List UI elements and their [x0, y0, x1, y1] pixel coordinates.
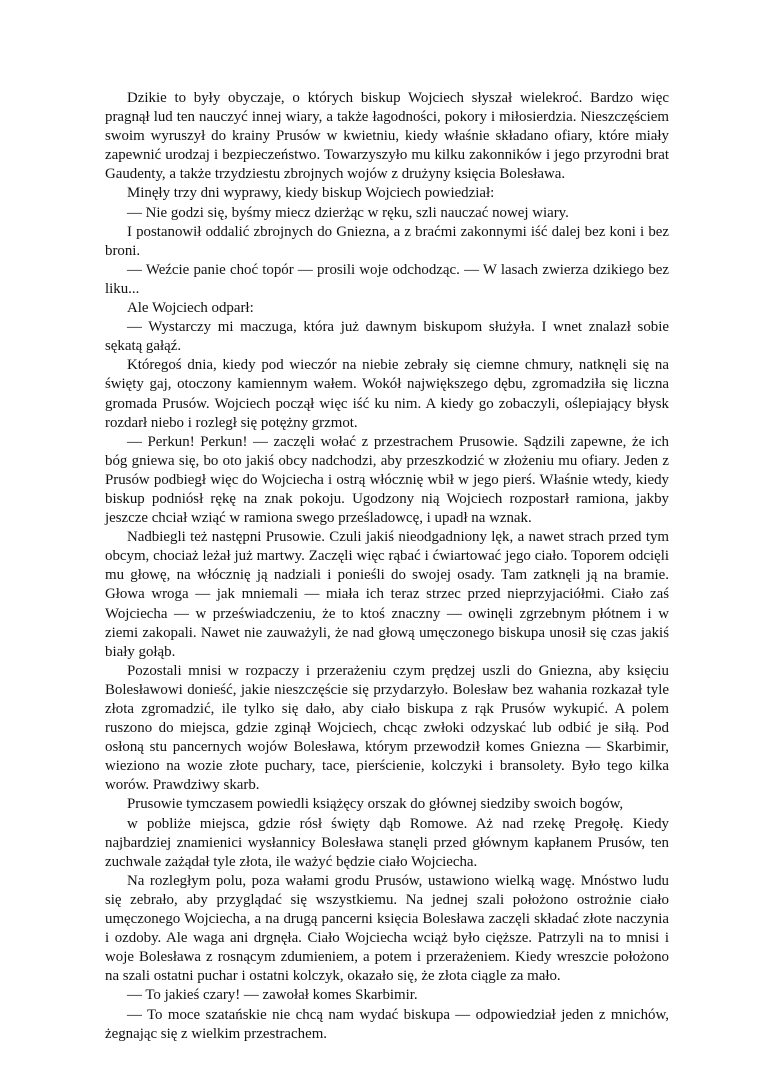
document-body	[105, 89, 669, 1044]
paragraph: Na rozległym polu, poza wałami grodu Prusów, ustawiono wielką wagę. Mnóstwo ludu się zebrało, aby przyglądać się wszystkiemu. Na jednej szali położono ostrożnie ciało umęczonego Wojciecha, a na drugą pancerni księcia Bolesława zaczęli składać złote naczynia i ozdoby. Ale waga ani drgnęła. Ciało Wojciecha wciąż było cięższe. Patrzyli na to mnisi i woje Bolesława z rosnącym zdumieniem, a potem i przerażeniem. Kiedy wreszcie położono na szali ostatni puchar i ostatni kolczyk, okazało się, że złota ciągle za mało.	[105, 872, 669, 985]
paragraph: Minęły trzy dni wyprawy, kiedy biskup Wojciech powiedział:	[127, 185, 495, 202]
paragraph: Któregoś dnia, kiedy pod wieczór na niebie zebrały się ciemne chmury, natknęli się na święty gaj, otoczony kamiennym wałem. Wokół największego dębu, zgromadziła się liczna gromada Prusów. Wojciech począł więc iść ku nim. A kiedy go zobaczyli, oślepiający błysk rozdarł niebo i rozległ się potężny grzmot.	[105, 357, 669, 431]
paragraph: Ale Wojciech odparł:	[127, 300, 254, 317]
paragraph: — To moce szatańskie nie chcą nam wydać biskupa — odpowiedział jeden z mnichów, żegnając się z wielkim przestrachem.	[105, 1006, 669, 1042]
paragraph: I postanowił oddalić zbrojnych do Gniezna, a z braćmi zakonnymi iść dalej bez koni i bez broni.	[105, 223, 669, 259]
paragraph: Nadbiegli też następni Prusowie. Czuli jakiś nieodgadniony lęk, a nawet strach przed tym obcym, chociaż leżał już martwy. Zaczęli więc rąbać i ćwiartować jego ciało. Toporem odcięli mu głowę, na włócznię ją nadziali i ponieśli do swojej osady. Tam zatknęli ją na bramie. Głowa wroga — jak mniemali — miała ich teraz strzec przed nieprzyjaciółmi. Ciało zaś Wojciecha — w przeświadczeniu, że to ktoś znaczny — owinęli zgrzebnym płótnem i w ziemi zakopali. Nawet nie zauważyli, że nad głową umęczonego biskupa unosił się czas jakiś biały gołąb.	[105, 529, 669, 660]
paragraph: — Weźcie panie choć topór — prosili woje odchodząc. — W lasach zwierza dzikiego bez liku...	[105, 261, 669, 297]
paragraph: Pozostali mnisi w rozpaczy i przerażeniu czym prędzej uszli do Gniezna, aby księciu Bolesławowi donieść, jakie nieszczęście się przydarzyło. Bolesław bez wahania rozkazał tyle złota zgromadzić, ile tylko się dało, aby ciało biskupa z rąk Prusów wykupić. A polem ruszono do miejsca, gdzie zginął Wojciech, chcąc zwłoki odzyskać lub odbić je siłą. Pod osłoną stu pancernych wojów Bolesława, którym przewodził komes Gniezna — Skarbimir, wieziono na wozie złote puchary, tace, pierścienie, kolczyki i bransolety. Było tego kilka worów. Prawdziwy skarb.	[105, 662, 669, 794]
paragraph: — Perkun! Perkun! — zaczęli wołać z przestrachem Prusowie. Sądzili zapewne, że ich bóg gniewa się, bo oto jakiś obcy nadchodzi, aby przeszkodzić w złożeniu mu ofiary. Jeden z Prusów podbiegł więc do Wojciecha i ostrą włócznię wbił w jego pierś. Właśnie wtedy, kiedy biskup podniósł rękę na znak pokoju. Ugodzony nią Wojciech rozpostarł ramiona, jakby jeszcze chciał wziąć w ramiona swego prześladowcę, i upadł na wznak.	[105, 433, 669, 527]
paragraph: Dzikie to były obyczaje, o których biskup Wojciech słyszał wielekroć. Bardzo więc pragnął lud ten nauczyć innej wiary, a także łagodności, pokory i miłosierdzia. Nieszczęściem swoim wyruszył do krainy Prusów w kwietniu, kiedy właśnie składano ofiary, które miały zapewnić urodzaj i bezpieczeństwo. Towarzyszyło mu kilku zakonników i jego przyrodni brat Gaudenty, a także trzydziestu zbrojnych wojów z drużyny księcia Bolesława.	[105, 90, 669, 183]
paragraph: — Nie godzi się, byśmy miecz dzierżąc w ręku, szli nauczać nowej wiary.	[127, 204, 569, 221]
paragraph: — To jakieś czary! — zawołał komes Skarbimir.	[127, 987, 418, 1004]
paragraph: — Wystarczy mi maczuga, która już dawnym biskupom służyła. I wnet znalazł sobie sękatą gałąź.	[105, 319, 669, 355]
paragraph: w pobliże miejsca, gdzie rósł święty dąb Romowe. Aż nad rzekę Pregołę. Kiedy najbardziej znamienici wysłannicy Bolesława stanęli przed głównym kapłanem Prusów, ten zuchwale zażądał tyle złota, ile ważyć będzie ciało Wojciecha.	[105, 815, 669, 870]
paragraph: Prusowie tymczasem powiedli książęcy orszak do głównej siedziby swoich bogów,	[127, 796, 624, 813]
